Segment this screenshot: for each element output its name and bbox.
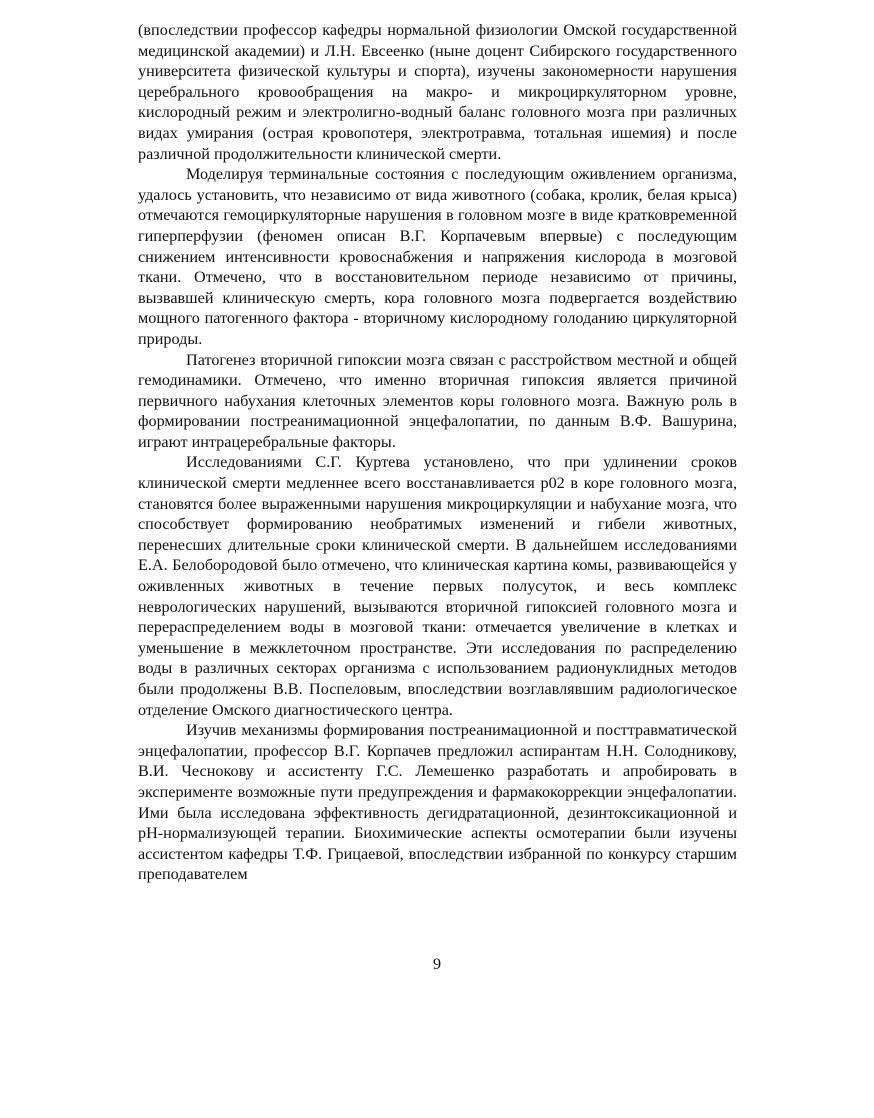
paragraph-terminal-states: Моделируя терминальные состояния с последующим оживлением организма, удалось установить, что независимо от вида животного (собака, кролик, белая крыса) отмечаются гемоциркуляторные нарушения в головном мозге в виде кратковременной гиперперфузии (феномен описан В.Г. Корпачевым впервые) с последующим снижением интенсивности кровоснабжения и напряжения кислорода в мозговой ткани. Отмечено, что в восстановительном периоде независимо от причины, вызвавшей клиническую смерть, кора головного мозга подвергается воздействию мощного патогенного фактора - вторичному кислородному голоданию циркуляторной природы. xyxy=(138,165,737,348)
page-number: 9 xyxy=(432,955,442,973)
paragraph-secondary-hypoxia: Патогенез вторичной гипоксии мозга связан с расстройством местной и общей гемодинамики. Отмечено, что именно вторичная гипоксия является причиной первичного набухания клеточных элементов коры головного мозга. Важную роль в формировании постреанимационной энцефалопатии, по данным В.Ф. Вашурина, играют интрацеребральные факторы. xyxy=(138,350,737,451)
paragraph-kurtev-research: Исследованиями С.Г. Куртева установлено, что при удлинении сроков клинической смерти медленнее всего восстанавливается р02 в коре головного мозга, становятся более выраженными нарушения микроциркуляции и набухание мозга, что способствует формированию необратимых изменений и гибели животных, перенесших длительные сроки клинической смерти. В дальнейшем исследованиями Е.А. Белобородовой было отмечено, что клиническая картина комы, развивающейся у оживленных животных в течение первых полусуток, и весь комплекс неврологических нарушений, вызываются вторичной гипоксией головного мозга и перераспределением воды в мозговой ткани: отмечается увеличение в клетках и уменьшение в межклеточном пространстве. Эти исследования по распределению воды в различных секторах организма с использованием радионуклидных методов были продолжены В.В. Поспеловым, впоследствии возглавлявшим радиологическое отделение Омского диагностического центра. xyxy=(138,453,737,719)
paragraph-continuation: (впоследствии профессор кафедры нормальной физиологии Омской государственной медицинской академии) и Л.Н. Евсеенко (ныне доцент Сибирского государственного университета физической культуры и спорта), изучены закономерности нарушения церебрального кровообращения на макро- и микроциркуляторном уровне, кислородный режим и электролигно-водный баланс головного мозга при различных видах умирания (острая кровопотеря, электротравма, тотальная ишемия) и после различной продолжительности клинической смерти. xyxy=(138,21,737,163)
document-page xyxy=(138,20,737,885)
paragraph-encephalopathy-therapy: Изучив механизмы формирования постреанимационной и посттравматической энцефалопатии, профессор В.Г. Корпачев предложил аспирантам Н.Н. Солодникову, В.И. Чеснокову и ассистенту Г.С. Лемешенко разработать и апробировать в эксперименте возможные пути предупреждения и фармакокоррекции энцефалопатии. Ими была исследована эффективность дегидратационной, дезинтоксикационной и pH-нормализующей терапии. Биохимические аспекты осмотерапии были изучены ассистентом кафедры Т.Ф. Грицаевой, впоследствии избранной по конкурсу старшим преподавателем xyxy=(138,721,737,884)
